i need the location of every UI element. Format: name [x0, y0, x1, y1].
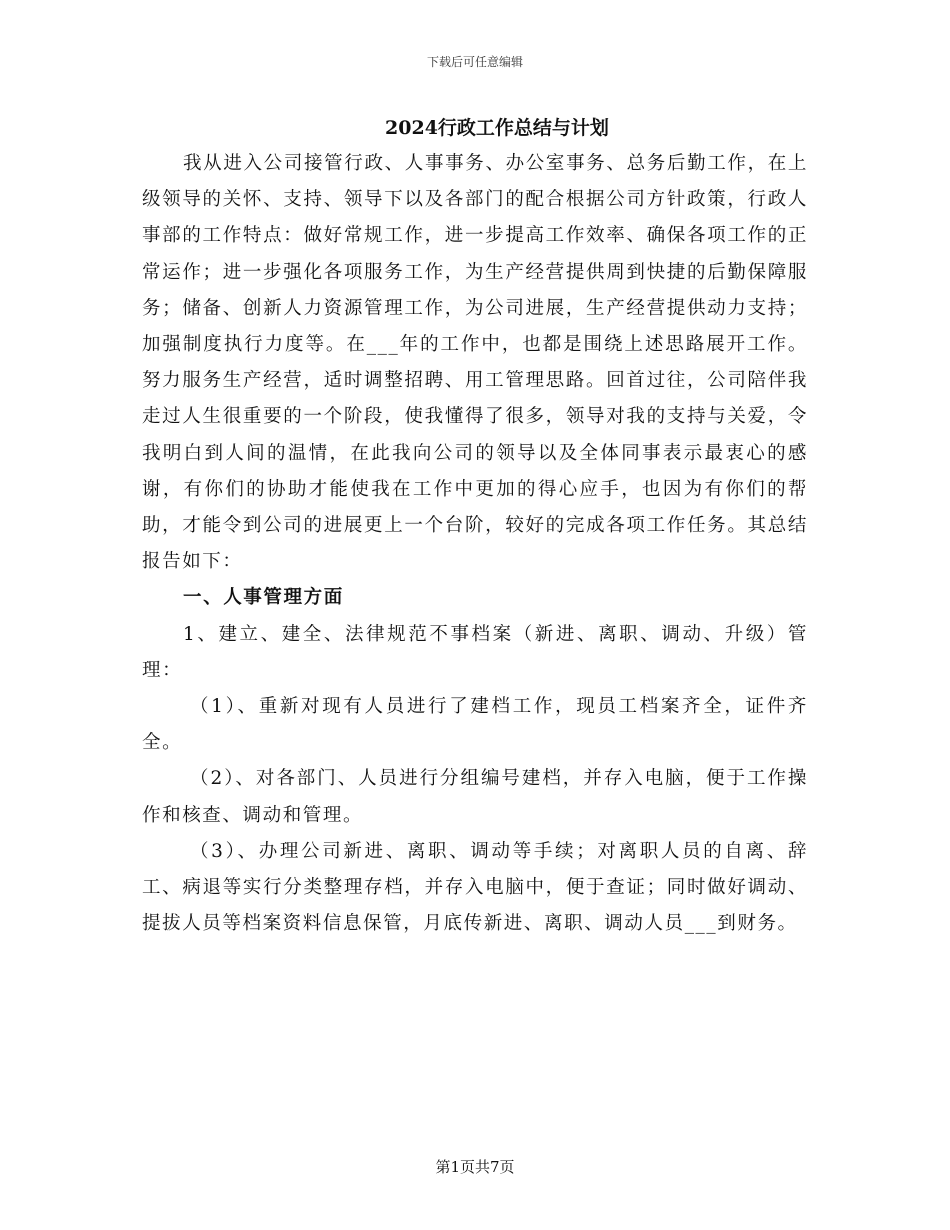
sub-item-paragraph: （1）、重新对现有人员进行了建档工作，现员工档案齐全，证件齐全。	[142, 696, 808, 754]
sub-item-paragraph: （3）、办理公司新进、离职、调动等手续；对离职人员的自离、辞工、病退等实行分类整理存档，并存入电脑中，便于查证；同时做好调动、提拔人员等档案资料信息保管，月底传新进、离职、调动人员___到财务。	[142, 840, 808, 935]
document-title: 2024行政工作总结与计划	[385, 117, 609, 139]
header-note: 下载后可任意编辑	[426, 55, 523, 69]
sub-item-paragraph: （2）、对各部门、人员进行分组编号建档，并存入电脑，便于工作操作和核查、调动和管理。	[142, 768, 808, 826]
section-heading: 一、人事管理方面	[183, 587, 344, 609]
document-body	[142, 146, 808, 942]
intro-paragraph: 我从进入公司接管行政、人事事务、办公室事务、总务后勤工作，在上级领导的关怀、支持、领导下以及各部门的配合根据公司方针政策，行政人事部的工作特点：做好常规工作，进一步提高工作效率、确保各项工作的正常运作；进一步强化各项服务工作，为生产经营提供周到快捷的后勤保障服务；储备、创新人力资源管理工作，为公司进展，生产经营提供动力支持；加强制度执行力度等。在___年的工作中，也都是围绕上述思路展开工作。努力服务生产经营，适时调整招聘、用工管理思路。回首过往，公司陪伴我走过人生很重要的一个阶段，使我懂得了很多，领导对我的支持与关爱，令我明白到人间的温情，在此我向公司的领导以及全体同事表示最衷心的感谢，有你们的协助才能使我在工作中更加的得心应手，也因为有你们的帮助，才能令到公司的进展更上一个台阶，较好的完成各项工作任务。其总结报告如下：	[142, 153, 808, 573]
item-paragraph: 1、建立、建全、法律规范不事档案（新进、离职、调动、升级）管理：	[142, 623, 808, 681]
page-footer: 第1页共7页	[435, 1158, 515, 1176]
